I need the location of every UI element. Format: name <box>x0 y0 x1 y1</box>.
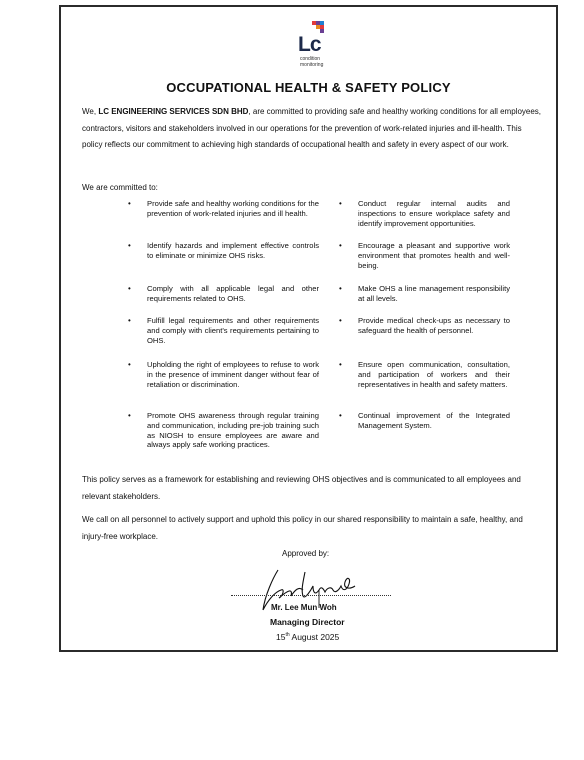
intro-lead: We, <box>82 107 99 116</box>
commitment-item <box>128 316 319 345</box>
call-on-paragraph: We call on all personnel to actively support and uphold this policy in our shared responsibility to maintain a safe, healthy, and injury-free workplace. <box>82 515 523 541</box>
commitment-item <box>339 316 510 336</box>
bullet-icon: • <box>128 360 131 369</box>
bullet-icon: • <box>339 316 342 325</box>
commitment-item <box>128 360 319 389</box>
signer-name: Mr. Lee Mun Woh <box>271 603 337 612</box>
bullet-icon: • <box>339 284 342 293</box>
logo-sub-line2: monitoring <box>300 62 324 68</box>
commitment-text: Provide safe and healthy working conditions for the prevention of work-related injuries and ill health. <box>147 199 319 218</box>
bullet-icon: • <box>339 360 342 369</box>
commitment-text: Comply with all applicable legal and other requirements related to OHS. <box>147 284 319 303</box>
logo-subtitle <box>300 56 323 68</box>
framework-paragraph: This policy serves as a framework for establishing and reviewing OHS objectives and is communicated to all employees and relevant stakeholders. <box>82 475 521 501</box>
commitment-text: Provide medical check-ups as necessary to safeguard the health of personnel. <box>358 316 510 335</box>
logo-mark: Lc <box>298 33 321 56</box>
bullet-icon: • <box>128 316 131 325</box>
commitment-item <box>128 411 319 450</box>
commitment-text: Encourage a pleasant and supportive work environment that promotes health and well-being. <box>358 241 510 270</box>
commitment-item <box>128 199 319 219</box>
commitment-text: Fulfill legal requirements and other requirements and comply with client's requirements pertaining to OHS. <box>147 316 319 345</box>
signature-line <box>231 595 391 596</box>
committed-label: We are committed to: <box>82 183 158 192</box>
date-rest: August 2025 <box>289 632 340 642</box>
bullet-icon: • <box>128 284 131 293</box>
commitment-text: Continual improvement of the Integrated Management System. <box>358 411 510 430</box>
company-logo <box>298 22 338 77</box>
intro-rest: , are committed to providing safe and healthy working conditions for all employees, contractors, visitors and stakeholders involved in our operations for the prevention of work-related injuries and ill-health. This policy reflects our commitment to achieving high standards of occupational health and safety in every aspect of our work. <box>82 107 542 149</box>
commitment-item <box>339 241 510 270</box>
bullet-icon: • <box>128 241 131 250</box>
commitment-item <box>339 360 510 389</box>
commitment-item <box>128 284 319 304</box>
bullet-icon: • <box>339 199 342 208</box>
bullet-icon: • <box>339 241 342 250</box>
commitment-text: Ensure open communication, consultation, and participation of workers and their representatives in health and safety matters. <box>358 360 510 389</box>
bullet-icon: • <box>128 411 131 420</box>
commitment-item <box>339 199 510 228</box>
logo-sub-line1: condition <box>300 56 321 62</box>
commitment-text: Make OHS a line management responsibility at all levels. <box>358 284 510 303</box>
commitment-item <box>339 284 510 304</box>
date-day: 15 <box>276 632 286 642</box>
commitment-text: Identify hazards and implement effective controls to eliminate or minimize OHS risks. <box>147 241 319 260</box>
date-suffix: th <box>285 632 290 639</box>
commitment-text: Upholding the right of employees to refuse to work in the presence of imminent danger without fear of retaliation or discrimination. <box>147 360 319 389</box>
intro-paragraph <box>82 104 544 154</box>
commitment-text: Conduct regular internal audits and inspections to ensure workplace safety and identify improvement opportunities. <box>358 199 510 228</box>
bullet-icon: • <box>339 411 342 420</box>
commitment-item <box>128 241 319 261</box>
company-name: LC ENGINEERING SERVICES SDN BHD <box>98 107 249 116</box>
approved-by-label: Approved by: <box>282 549 330 558</box>
commitment-text: Promote OHS awareness through regular training and communication, including pre-job training such as NIOSH to ensure employees are aware and always apply safe working practices. <box>147 411 319 450</box>
policy-date <box>276 632 339 642</box>
commitment-item <box>339 411 510 431</box>
signer-role: Managing Director <box>270 617 345 627</box>
bullet-icon: • <box>128 199 131 208</box>
page-title: OCCUPATIONAL HEALTH & SAFETY POLICY <box>166 80 451 95</box>
